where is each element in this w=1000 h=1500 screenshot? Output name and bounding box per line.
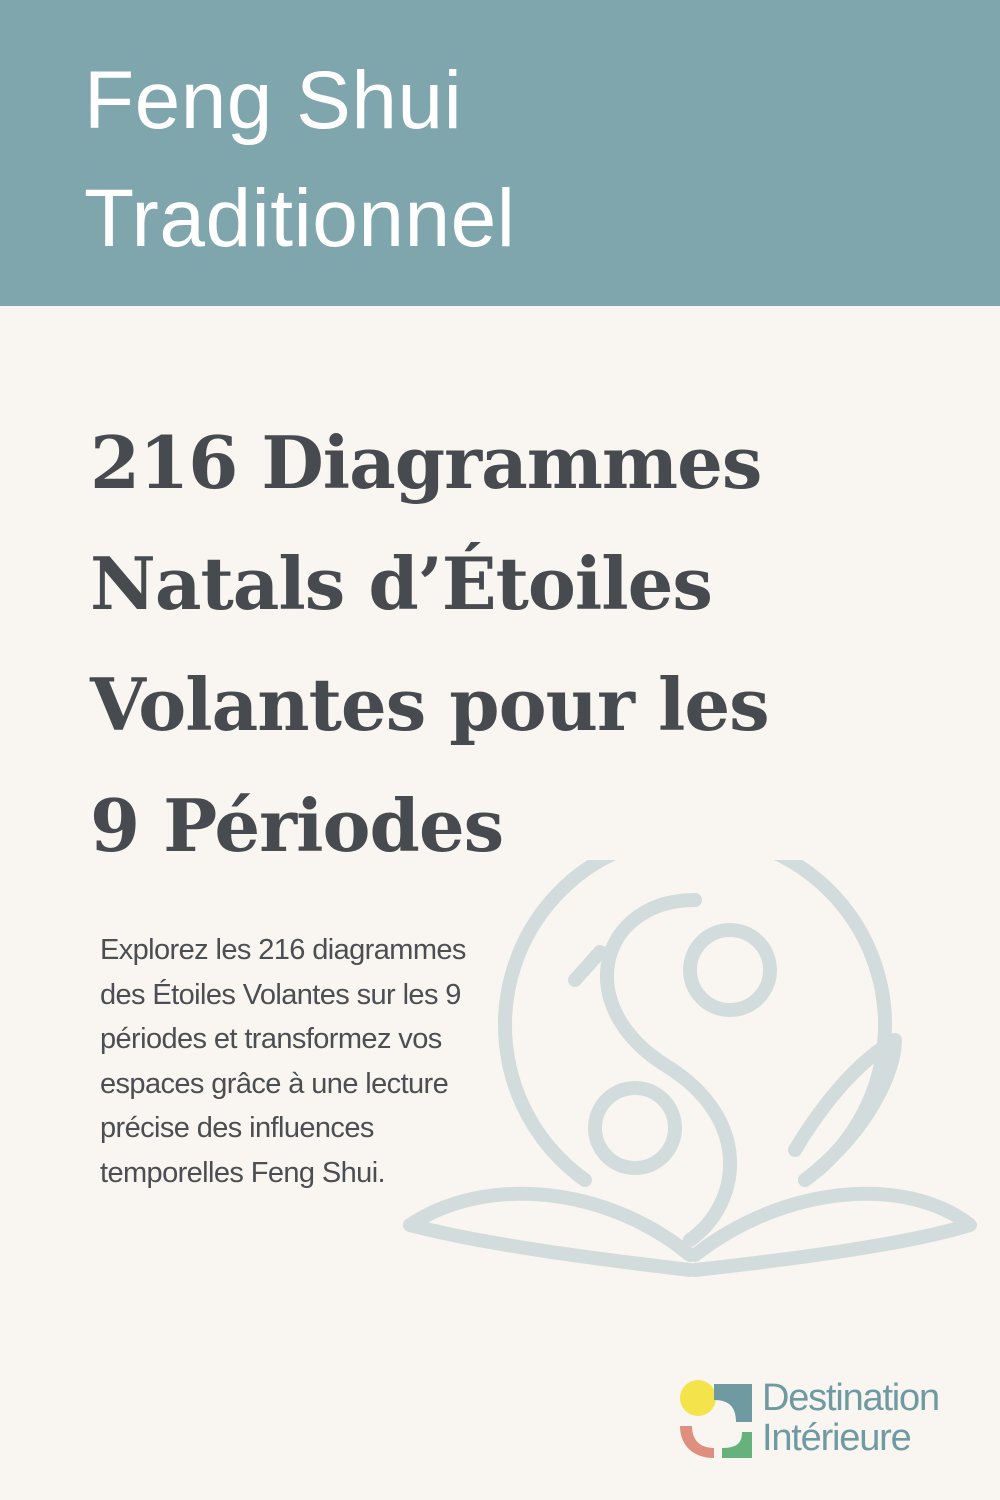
- header-title-line-1: Feng Shui: [84, 55, 463, 146]
- description-line-1: Explorez les 216 diagrammes: [100, 934, 466, 966]
- description-line-6: temporelles Feng Shui.: [100, 1156, 386, 1189]
- description-line-3: périodes et transformez vos: [100, 1023, 442, 1055]
- brand-logo: [676, 1378, 976, 1468]
- description-line-4: espaces grâce à une lecture: [100, 1067, 449, 1100]
- main-title-line-4: 9 Périodes: [90, 783, 504, 868]
- header-title-line-2: Traditionnel: [84, 173, 516, 264]
- description-line-5: précise des influences: [100, 1112, 374, 1144]
- header-title: [84, 42, 515, 278]
- description-line-2: des Étoiles Volantes sur les 9: [100, 978, 461, 1011]
- header-band: [0, 0, 1000, 306]
- yin-yang-lotus-icon: [395, 860, 985, 1320]
- destination-interieure-logo-icon: [676, 1378, 756, 1464]
- main-title-line-2: Natals d’Étoiles: [90, 541, 712, 626]
- main-title: [90, 402, 769, 886]
- main-title-line-3: Volantes pour les: [90, 662, 769, 747]
- description-text: [100, 928, 466, 1195]
- brand-name-line-1: Destination: [762, 1377, 939, 1419]
- brand-name: [762, 1378, 939, 1458]
- brand-name-line-2: Intérieure: [762, 1417, 911, 1459]
- main-title-line-1: 216 Diagrammes: [90, 420, 762, 505]
